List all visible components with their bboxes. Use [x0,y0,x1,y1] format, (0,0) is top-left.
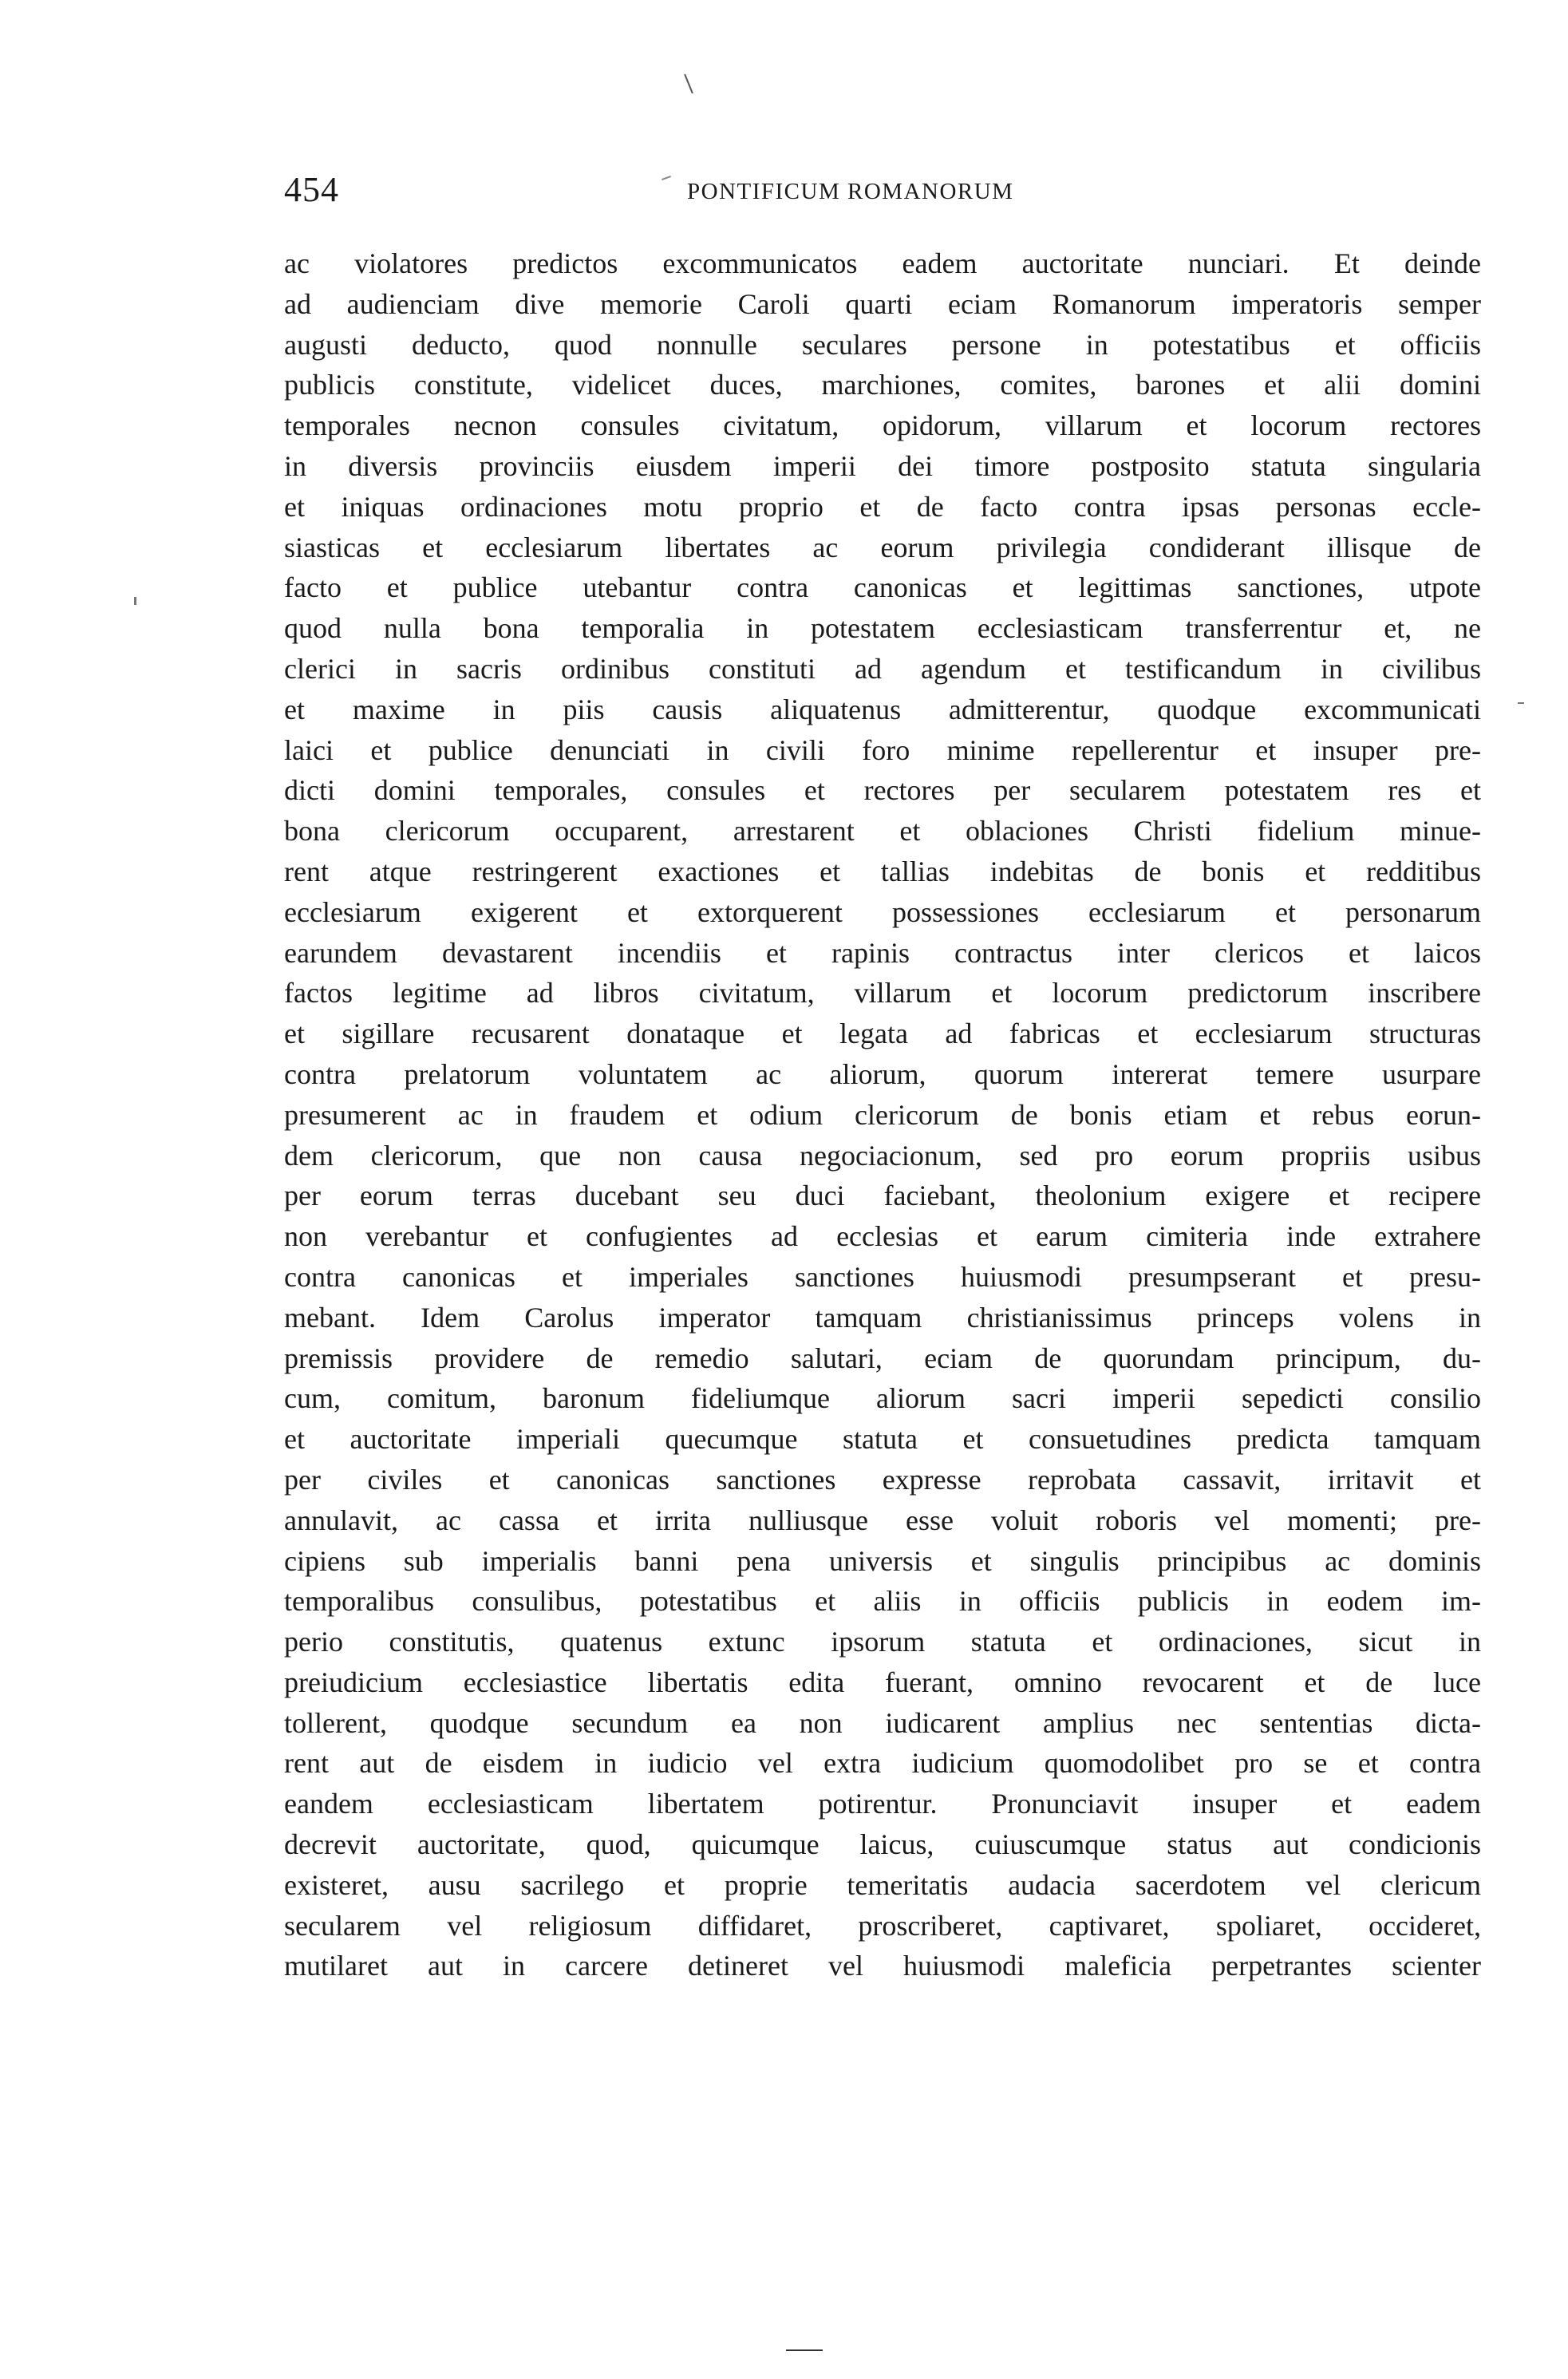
text-line: mutilaret aut in carcere detineret vel huiusmodi maleficia perpetrantes scienter [284,1950,1481,1982]
text-line: ecclesiarum exigerent et extorquerent possessiones ecclesiarum et personarum [284,895,1481,928]
text-line: cipiens sub imperialis banni pena universis et singulis principibus ac dominis [284,1544,1481,1577]
margin-mark [1518,702,1524,704]
stray-tick-mark [662,176,671,180]
text-line: et iniquas ordinaciones motu proprio et de facto contra ipsas personas eccle- [284,490,1481,523]
page-number: 454 [284,170,339,209]
text-line: perio constitutis, quatenus extunc ipsorum statuta et ordinaciones, sicut in [284,1626,1481,1658]
text-line: ac violatores predictos excommunicatos eadem auctoritate nunciari. Et deinde [284,247,1481,279]
text-line: dem clericorum, que non causa negociacionum, sed pro eorum propriis usibus [284,1139,1481,1172]
running-title: PONTIFICUM ROMANORUM [687,179,1014,204]
text-line: facto et publice utebantur contra canonicas et legittimas sanctiones, utpote [284,571,1481,604]
text-line: in diversis provinciis eiusdem imperii dei timore postposito statuta singularia [284,449,1481,482]
text-line: preiudicium ecclesiastice libertatis edita fuerant, omnino revocarent et de luce [284,1666,1481,1698]
body-text [284,243,1481,1986]
text-line: augusti deducto, quod nonnulle seculares persone in potestatibus et officiis [284,328,1481,361]
text-line: temporalibus consulibus, potestatibus et aliis in officiis publicis in eodem im- [284,1585,1481,1618]
text-line: publicis constitute, videlicet duces, marchiones, comites, barones et alii domini [284,369,1481,401]
text-line: ad audienciam dive memorie Caroli quarti eciam Romanorum imperatoris semper [284,287,1481,320]
text-line: mebant. Idem Carolus imperator tamquam christianissimus princeps volens in [284,1301,1481,1334]
text-line: presumerent ac in fraudem et odium clericorum de bonis etiam et rebus eorun- [284,1098,1481,1131]
text-line: rent aut de eisdem in iudicio vel extra iudicium quomodolibet pro se et contra [284,1747,1481,1780]
text-line: per eorum terras ducebant seu duci faciebant, theolonium exigere et recipere [284,1180,1481,1212]
text-line: quod nulla bona temporalia in potestatem ecclesiasticam transferrentur et, ne [284,612,1481,645]
text-line: et auctoritate imperiali quecumque statuta et consuetudines predicta tamquam [284,1423,1481,1456]
text-line: decrevit auctoritate, quod, quicumque laicus, cuiuscumque status aut condicionis [284,1828,1481,1861]
text-line: existeret, ausu sacrilego et proprie temeritatis audacia sacerdotem vel clericum [284,1868,1481,1901]
text-line: rent atque restringerent exactiones et tallias indebitas de bonis et redditibus [284,855,1481,887]
margin-mark [134,597,136,605]
text-line: contra canonicas et imperiales sanctiones huiusmodi presumpserant et presu- [284,1260,1481,1293]
text-line: et maxime in piis causis aliquatenus admitterentur, quodque excommunicati [284,693,1481,725]
footer-rule [786,2349,823,2351]
text-line: per civiles et canonicas sanctiones expresse reprobata cassavit, irritavit et [284,1463,1481,1496]
text-line: bona clericorum occuparent, arrestarent et oblaciones Christi fidelium minue- [284,815,1481,848]
text-line: earundem devastarent incendiis et rapinis contractus inter clericos et laicos [284,936,1481,969]
text-line: factos legitime ad libros civitatum, villarum et locorum predictorum inscribere [284,977,1481,1010]
text-line: secularem vel religiosum diffidaret, proscriberet, captivaret, spoliaret, occideret, [284,1909,1481,1942]
text-line: temporales necnon consules civitatum, opidorum, villarum et locorum rectores [284,409,1481,442]
text-line: siasticas et ecclesiarum libertates ac eorum privilegia condiderant illisque de [284,531,1481,563]
text-line: clerici in sacris ordinibus constituti ad agendum et testificandum in civilibus [284,652,1481,685]
text-line: tollerent, quodque secundum ea non iudicarent amplius nec sententias dicta- [284,1706,1481,1739]
text-line: dicti domini temporales, consules et rectores per secularem potestatem res et [284,774,1481,807]
text-line: contra prelatorum voluntatem ac aliorum, quorum intererat temere usurpare [284,1057,1481,1090]
text-line: cum, comitum, baronum fideliumque aliorum sacri imperii sepedicti consilio [284,1382,1481,1415]
text-line: non verebantur et confugientes ad ecclesias et earum cimiteria inde extrahere [284,1220,1481,1253]
text-line: et sigillare recusarent donataque et legata ad fabricas et ecclesiarum structuras [284,1018,1481,1050]
running-head [284,169,1481,217]
text-line: eandem ecclesiasticam libertatem potirentur. Pronunciavit insuper et eadem [284,1788,1481,1820]
stray-mark [684,74,693,94]
text-line: laici et publice denunciati in civili foro minime repellerentur et insuper pre- [284,733,1481,766]
text-line: premissis providere de remedio salutari, eciam de quorundam principum, du- [284,1342,1481,1374]
text-line: annulavit, ac cassa et irrita nulliusque esse voluit roboris vel momenti; pre- [284,1504,1481,1536]
